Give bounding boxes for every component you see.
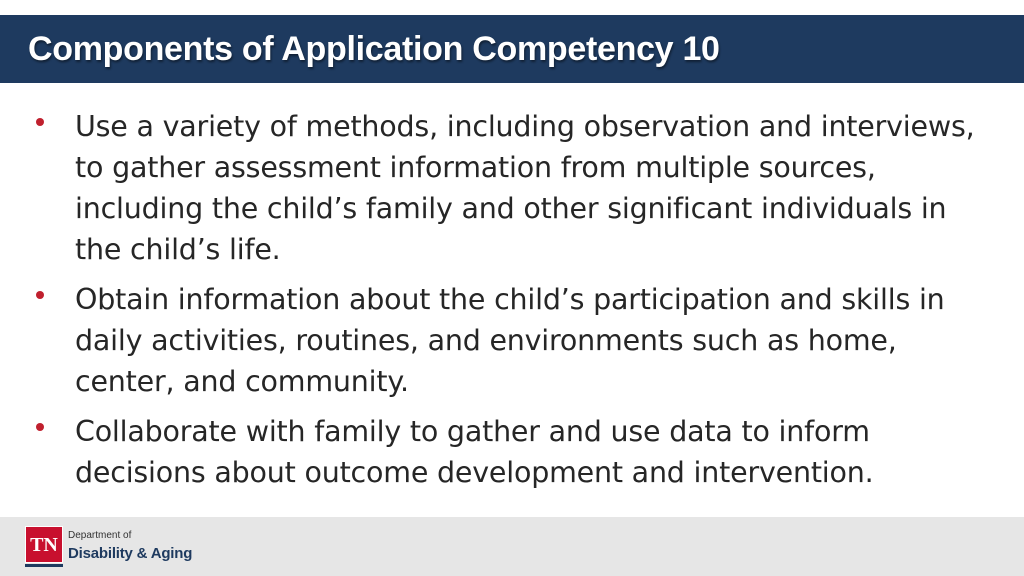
bullet-text: Collaborate with family to gather and use data to inform decisions about outcome development and intervention.	[75, 415, 874, 489]
title-bar	[0, 15, 1024, 83]
bullet-text: Use a variety of methods, including observation and interviews, to gather assessment information from multiple sources, including the child’s family and other significant individuals in the child’s life.	[75, 110, 975, 266]
bullet-dot-icon	[36, 291, 44, 299]
bullet-item	[0, 411, 1024, 493]
logo-department-text: Department of	[68, 530, 132, 541]
tn-logo-icon: TN	[25, 526, 63, 563]
bullet-item	[0, 279, 1024, 402]
logo-department-name: Disability & Aging	[68, 545, 193, 562]
bullet-text: Obtain information about the child’s participation and skills in daily activities, routines, and environments such as home, center, and community.	[75, 283, 945, 398]
tn-department-logo	[25, 526, 205, 568]
footer	[0, 517, 1024, 576]
logo-underline	[25, 564, 63, 567]
bullet-item	[0, 106, 1024, 270]
bullet-dot-icon	[36, 423, 44, 431]
bullet-list	[0, 106, 1024, 502]
bullet-dot-icon	[36, 118, 44, 126]
page-title: Components of Application Competency 10	[28, 30, 720, 68]
